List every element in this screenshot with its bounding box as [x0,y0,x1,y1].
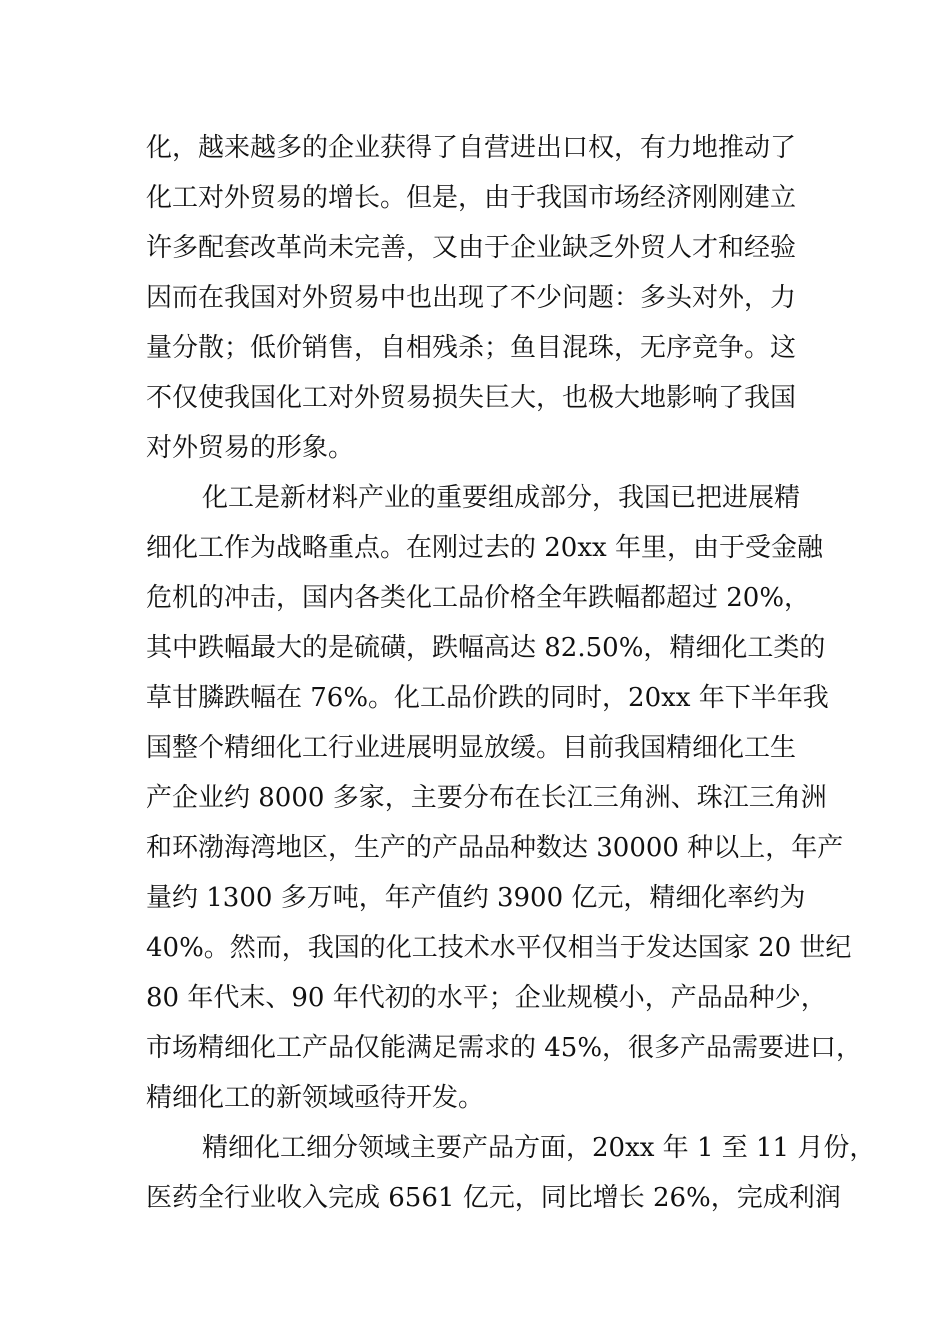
paragraph-line: 80 年代末、90 年代初的水平；企业规模小，产品品种少， [146,983,827,1013]
document-body [146,123,876,1223]
paragraph-1 [146,123,836,473]
paragraph-line: 精细化工的新领域亟待开发。 [146,1083,485,1113]
paragraph-line: 化，越来越多的企业获得了自营进出口权，有力地推动了 [146,133,797,163]
paragraph-line: 其中跌幅最大的是硫磺，跌幅高达 82.50%，精细化工类的 [146,633,826,663]
paragraph-line: 化工对外贸易的增长。但是，由于我国市场经济刚刚建立 [146,183,797,213]
paragraph-line: 因而在我国对外贸易中也出现了不少问题：多头对外，力 [146,283,797,313]
paragraph-line: 市场精细化工产品仅能满足需求的 45%，很多产品需要进口， [146,1033,863,1063]
paragraph-line: 对外贸易的形象。 [146,433,355,463]
paragraph-line: 40%。然而，我国的化工技术水平仅相当于发达国家 20 世纪 [146,933,852,963]
paragraph-line: 国整个精细化工行业进展明显放缓。目前我国精细化工生 [146,733,797,763]
paragraph-line: 量约 1300 多万吨，年产值约 3900 亿元，精细化率约为 [146,883,806,913]
paragraph-line: 量分散；低价销售，自相残杀；鱼目混珠，无序竞争。这 [146,333,797,363]
paragraph-3 [146,1123,876,1223]
paragraph-line: 化工是新材料产业的重要组成部分，我国已把进展精 [202,483,801,513]
paragraph-line: 产企业约 8000 多家，主要分布在长江三角洲、珠江三角洲 [146,783,827,813]
paragraph-line: 医药全行业收入完成 6561 亿元，同比增长 26%，完成利润 [146,1183,841,1213]
paragraph-line: 草甘膦跌幅在 76%。化工品价跌的同时，20xx 年下半年我 [146,683,829,713]
paragraph-line: 许多配套改革尚未完善，又由于企业缺乏外贸人才和经验 [146,233,797,263]
paragraph-line: 和环渤海湾地区，生产的产品品种数达 30000 种以上，年产 [146,833,844,863]
paragraph-line: 精细化工细分领域主要产品方面，20xx 年 1 至 11 月份， [202,1133,876,1163]
paragraph-2 [146,473,863,1123]
paragraph-line: 细化工作为战略重点。在刚过去的 20xx 年里，由于受金融 [146,533,823,563]
paragraph-line: 危机的冲击，国内各类化工品价格全年跌幅都超过 20%， [146,583,811,613]
paragraph-line: 不仅使我国化工对外贸易损失巨大，也极大地影响了我国 [146,383,797,413]
